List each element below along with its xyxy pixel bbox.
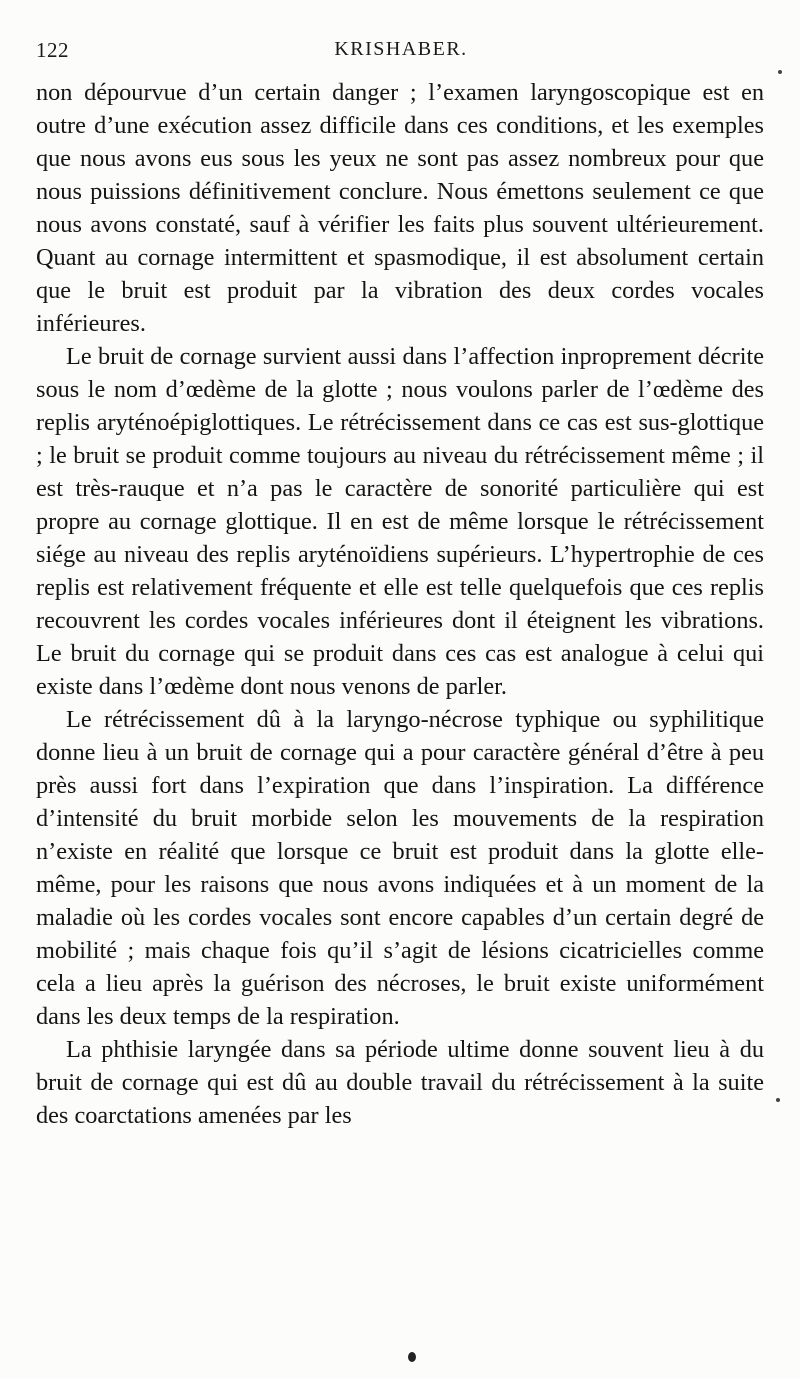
page-number: 122 <box>36 38 69 62</box>
paragraph-1: non dépourvue d’un certain danger ; l’examen laryngoscopique est en outre d’une exécution assez difficile dans ces conditions, et les exemples que nous avons eus sous les yeux ne sont pas assez nombreux pour que nous puissions définitivement conclure. Nous émettons seulement ce que nous avons constaté, sauf à vérifier les faits plus souvent ultérieurement. Quant au cornage intermittent et spasmodique, il est absolument certain que le bruit est produit par la vibration des deux cordes vocales inférieures. <box>36 79 764 337</box>
paragraph-4: La phthisie laryngée dans sa période ultime donne souvent lieu à du bruit de cornage qui est dû au double travail du rétrécissement à la suite des coarctations amenées par les <box>36 1036 764 1129</box>
running-head: KRISHABER. <box>334 38 468 60</box>
edge-speck-mark <box>778 70 782 74</box>
body-text <box>36 76 764 1132</box>
edge-speck-mark <box>776 1098 780 1102</box>
page-header <box>36 38 766 70</box>
ink-dot-mark <box>408 1352 416 1362</box>
paragraph-2: Le bruit de cornage survient aussi dans l’affection inproprement décrite sous le nom d’œdème de la glotte ; nous voulons parler de l’œdème des replis aryténoépiglottiques. Le rétrécissement dans ce cas est sus-glottique ; le bruit se produit comme toujours au niveau du rétrécissement même ; il est très-rauque et n’a pas le caractère de sonorité particulière qui est propre au cornage glottique. Il en est de même lorsque le rétrécissement siége au niveau des replis aryténoïdiens supérieurs. L’hypertrophie de ces replis est relativement fréquente et elle est telle quelquefois que ces replis recouvrent les cordes vocales inférieures dont il éteignent les vibrations. Le bruit du cornage qui se produit dans ces cas est analogue à celui qui existe dans l’œdème dont nous venons de parler. <box>36 343 764 700</box>
paragraph-3: Le rétrécissement dû à la laryngo-nécrose typhique ou syphilitique donne lieu à un bruit de cornage qui a pour caractère général d’être à peu près aussi fort dans l’expiration que dans l’inspiration. La différence d’intensité du bruit morbide selon les mouvements de la respiration n’existe en réalité que lorsque ce bruit est produit dans la glotte elle-même, pour les raisons que nous avons indiquées et à un moment de la maladie où les cordes vocales sont encore capables d’un certain degré de mobilité ; mais chaque fois qu’il s’agit de lésions cicatricielles comme cela a lieu après la guérison des nécroses, le bruit existe uniformément dans les deux temps de la respiration. <box>36 706 764 1030</box>
